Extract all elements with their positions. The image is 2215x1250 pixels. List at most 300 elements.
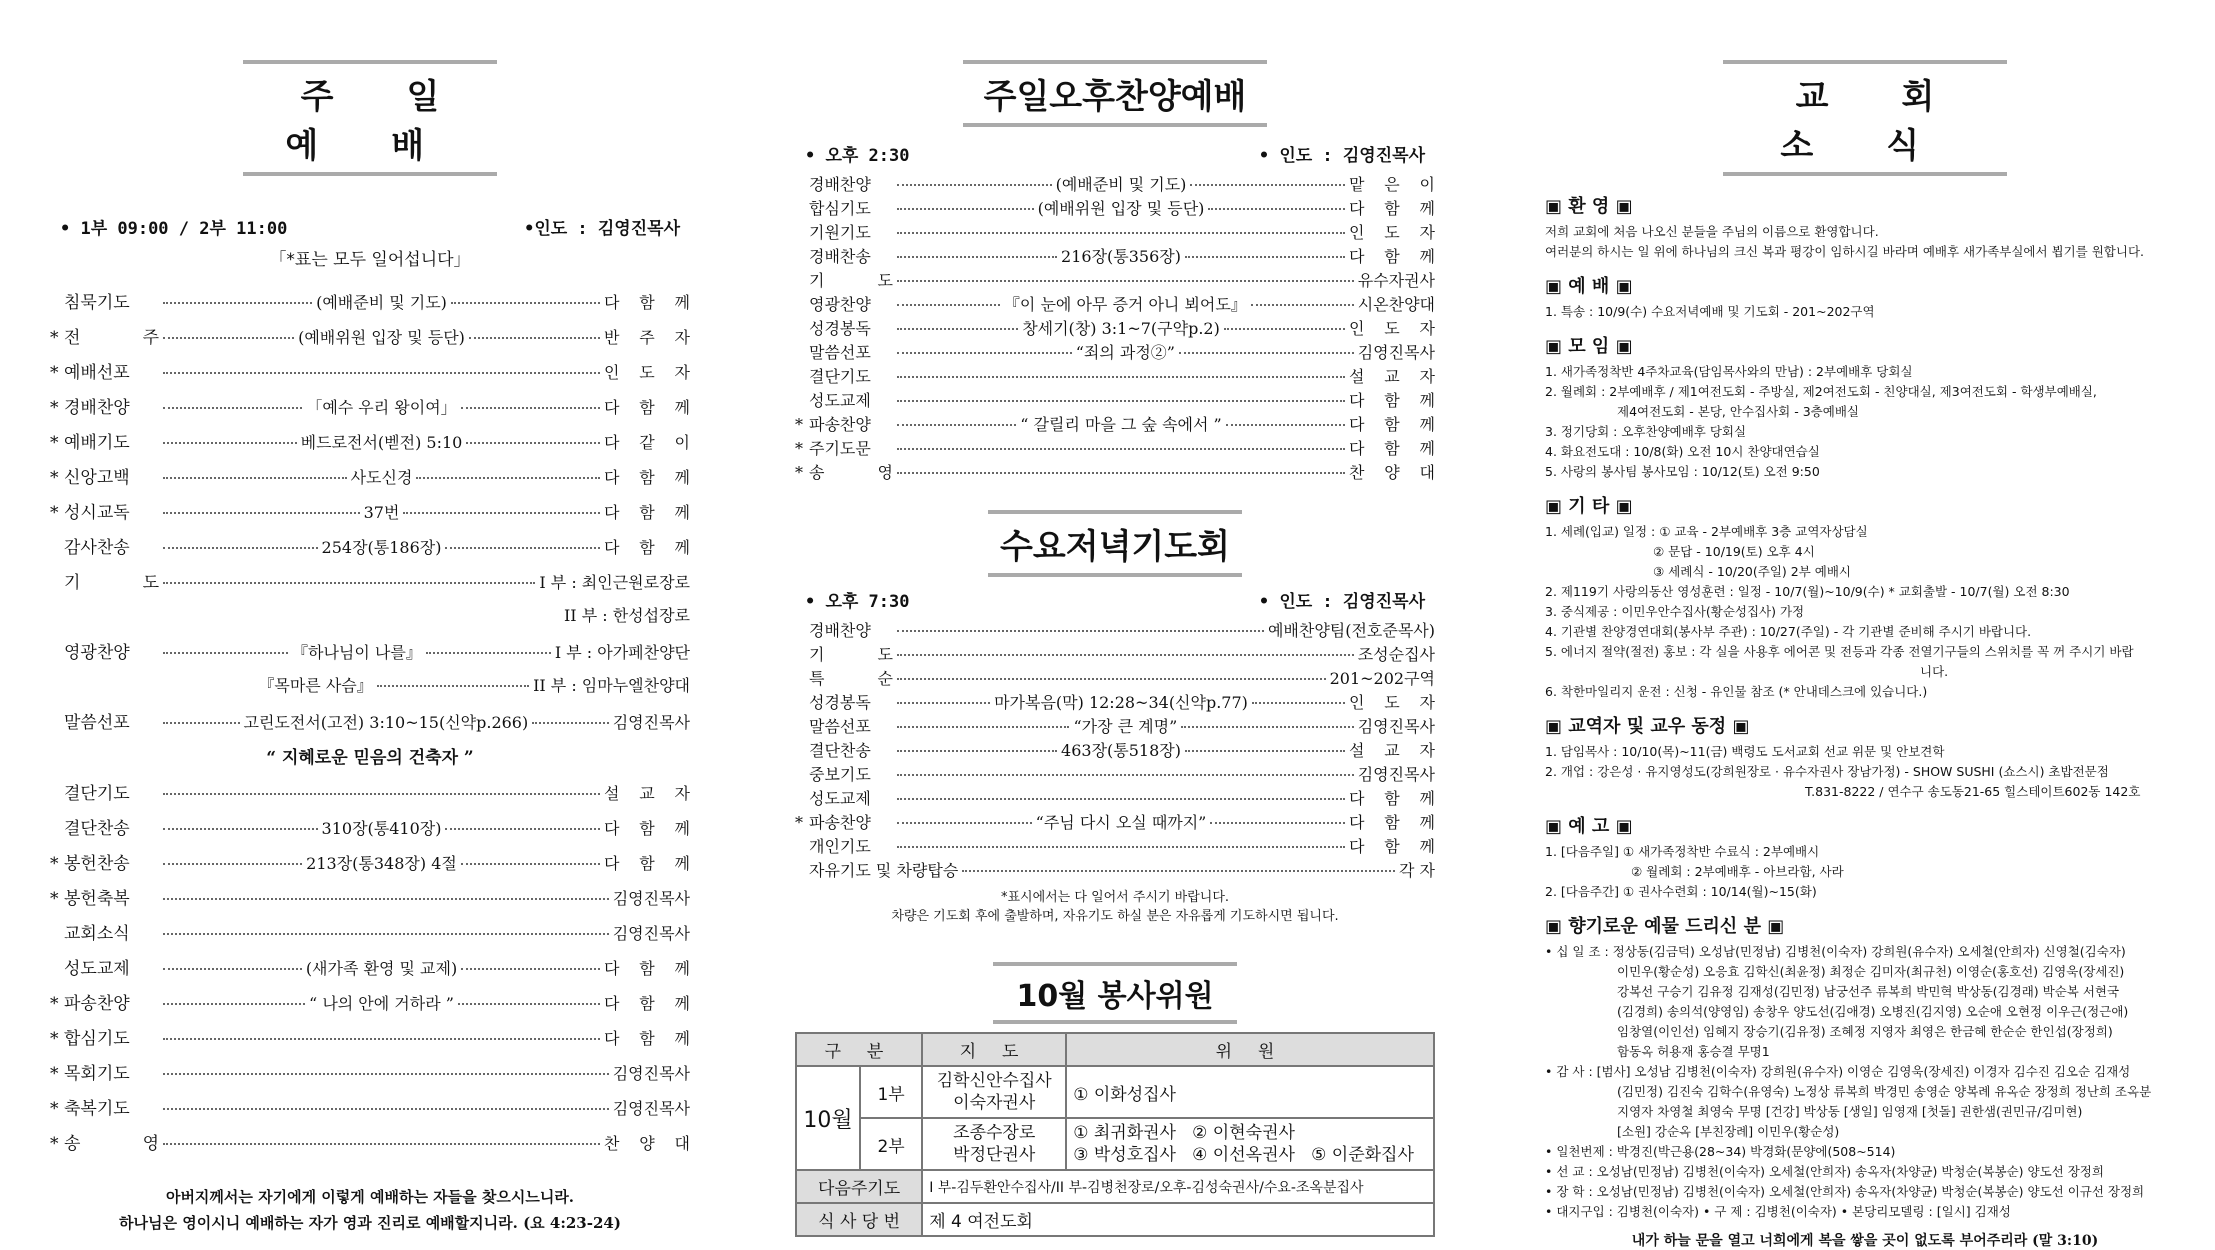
afternoon-column xyxy=(795,60,1435,1237)
sermon-title: “ 지혜로운 믿음의 건축자 ” xyxy=(266,748,474,768)
order-row xyxy=(795,810,1435,834)
order-person: 다 함 께 xyxy=(1349,789,1435,808)
welcome-heading: ▣ 환 영 ▣ xyxy=(1545,196,1633,217)
order-label: 결단찬송 xyxy=(64,819,130,839)
order-detail: 창세기(창) 3:1~7(구약p.2) xyxy=(1022,319,1220,338)
stand-mark: * xyxy=(50,398,59,418)
order-row xyxy=(50,919,690,954)
order-person: 다 함 께 xyxy=(604,819,690,838)
leader-line xyxy=(159,1077,613,1079)
sunday-footer xyxy=(50,1184,690,1236)
dot-leader xyxy=(163,512,360,514)
order-label: 신앙고백 xyxy=(64,468,130,488)
stand-mark: * xyxy=(50,468,59,488)
leader-line xyxy=(893,452,1349,454)
order-row xyxy=(50,779,690,814)
offering-line-5: 임창열(이인선) 임혜지 장승기(김유정) 조혜정 지영자 최영은 한금혜 한순순 한인섭(장정희) xyxy=(1617,1024,2113,1039)
wednesday-note-1: *표시에서는 다 일어서 주시기 바랍니다. xyxy=(1000,890,1230,905)
dot-leader xyxy=(163,1038,600,1040)
order-row xyxy=(50,673,690,708)
leader-line xyxy=(893,690,1349,713)
stand-mark: * xyxy=(50,1099,59,1119)
order-detail: “죄의 과정②” xyxy=(1075,343,1175,362)
order-person: 다 함 께 xyxy=(604,854,690,873)
etc-line-6: 4. 기관별 찬양경연대회(봉사부 주관) : 10/27(주일) - 각 기관별 준비해 주시기 바랍니다. xyxy=(1545,624,2032,639)
order-person: 다 함 께 xyxy=(604,503,690,522)
dot-leader xyxy=(163,1073,609,1075)
dot-leader xyxy=(163,793,600,795)
dot-leader xyxy=(897,328,1018,330)
leader-line xyxy=(893,810,1349,833)
order-person: 다 함 께 xyxy=(1349,837,1435,856)
order-label: 예배기도 xyxy=(64,433,130,453)
dot-leader xyxy=(445,547,600,549)
order-label: 결단찬송 xyxy=(809,741,871,760)
order-person: 김영진목사 xyxy=(1357,717,1435,736)
leader-line xyxy=(893,292,1358,315)
dot-leader xyxy=(163,477,347,479)
order-label: 기 도 xyxy=(809,271,893,290)
order-row xyxy=(795,786,1435,810)
dot-leader xyxy=(897,184,1052,186)
dot-leader xyxy=(163,652,288,654)
stand-mark: * xyxy=(50,1064,59,1084)
order-person: 설 교 자 xyxy=(1349,367,1435,386)
order-label: 개인기도 xyxy=(809,837,871,856)
dot-leader xyxy=(1190,184,1345,186)
next-prayer-value: I 부-김두환안수집사/II 부-김병천장로/오후-김성숙권사/수요-조옥분집사 xyxy=(922,1170,1434,1203)
order-detail: 『이 눈에 아무 증거 아니 뵈어도』 xyxy=(1003,295,1247,314)
order-row xyxy=(795,738,1435,762)
leader-line xyxy=(159,465,604,488)
notice-line-3: 2. [다음주간] ① 권사수련회 : 10/14(월)~15(화) xyxy=(1545,884,1817,899)
dot-leader xyxy=(163,302,312,304)
welcome-line-2: 여러분의 하시는 일 위에 하나님의 크신 복과 평강이 임하시길 바라며 예배후 새가족부실에서 뵙기를 원합니다. xyxy=(1545,244,2145,259)
dot-leader xyxy=(897,750,1057,752)
meeting-line-2: 2. 월례회 : 2부예배후 / 제1여전도회 - 주방실, 제2여전도회 - 친양대실, 제3여전도회 - 학생부예배실, xyxy=(1545,384,2097,399)
dot-leader xyxy=(163,547,318,549)
order-person: 반 주 자 xyxy=(604,328,690,347)
staff-news-heading: ▣ 교역자 및 교우 동정 ▣ xyxy=(1545,716,1750,737)
order-row xyxy=(50,498,690,533)
afternoon-time: • 오후 2:30 xyxy=(805,146,910,166)
order-label: 경배찬양 xyxy=(809,175,871,194)
order-detail: 『목마른 사슴』 xyxy=(258,676,373,695)
dot-leader xyxy=(897,846,1345,848)
sunday-meta xyxy=(60,214,680,239)
dot-leader xyxy=(1252,702,1345,704)
sunday-order-list xyxy=(50,288,690,743)
leader-line xyxy=(893,682,1330,684)
afternoon-meta xyxy=(805,141,1425,166)
order-person: 201~202구역 xyxy=(1329,669,1435,688)
wednesday-order-list xyxy=(795,618,1435,882)
order-person: 다 함 께 xyxy=(604,468,690,487)
sunday-time: • 1부 09:00 / 2부 11:00 xyxy=(60,219,288,239)
order-person: 김영진목사 xyxy=(1357,765,1435,784)
order-row xyxy=(50,884,690,919)
sunday-worship-column xyxy=(50,60,690,1236)
leader-line xyxy=(159,430,604,453)
dot-leader xyxy=(403,512,600,514)
etc-line-1: 1. 세례(입교) 일정 : ① 교육 - 2부예배후 3층 교역자상담실 xyxy=(1545,524,1868,539)
leader-line xyxy=(159,1147,604,1149)
notice-heading: ▣ 예 고 ▣ xyxy=(1545,816,1633,837)
order-person: 김영진목사 xyxy=(1357,343,1435,362)
dot-leader xyxy=(163,582,535,584)
stand-mark: * xyxy=(50,433,59,453)
order-person: 인 도 자 xyxy=(1349,223,1435,242)
dot-leader xyxy=(1185,750,1345,752)
leader-line xyxy=(893,244,1349,267)
stand-mark: * xyxy=(795,439,803,458)
worship-heading: ▣ 예 배 ▣ xyxy=(1545,276,1633,297)
order-person: 다 함 께 xyxy=(604,538,690,557)
leader-line xyxy=(159,797,604,799)
col-leader: 지 도 xyxy=(922,1033,1066,1066)
dot-leader xyxy=(897,400,1345,402)
part-1-leader: 김학신안수집사 이숙자권사 xyxy=(922,1066,1066,1118)
offering-line-4: (김경희) 송의석(양영임) 송창우 양도선(김애경) 오병진(김지영) 오순애 오현정 이우근(정근애) xyxy=(1617,1004,2129,1019)
order-row xyxy=(795,268,1435,292)
order-person: 인 도 자 xyxy=(1349,693,1435,712)
order-detail: “ 나의 안에 거하라 ” xyxy=(309,994,454,1013)
order-row xyxy=(50,358,690,393)
afternoon-leader: • 인도 : 김영진목사 xyxy=(1258,146,1425,166)
order-person: 맡 은 이 xyxy=(1349,175,1435,194)
leader-line xyxy=(159,710,613,733)
order-row xyxy=(50,288,690,323)
stand-mark: * xyxy=(50,328,59,348)
order-label: 축복기도 xyxy=(64,1099,130,1119)
volunteers-title: 10월 봉사위원 xyxy=(993,962,1237,1024)
offering-line-9: 지영자 차영철 최영숙 무명 [건강] 박상동 [생일] 임영재 [첫돌] 권한샘(권민규/김미현) xyxy=(1617,1104,2083,1119)
order-row xyxy=(795,340,1435,364)
order-person: 각 자 xyxy=(1399,861,1435,880)
footer-line-1: 아버지께서는 자기에게 이렇게 예배하는 자들을 찾으시느니라. xyxy=(165,1188,575,1206)
order-person: 인 도 자 xyxy=(1349,319,1435,338)
order-detail: 254장(통186장) xyxy=(321,538,442,557)
order-detail: 213장(통348장) 4절 xyxy=(306,854,457,873)
etc-line-5: 3. 중식제공 : 이민우안수집사(황순성집사) 가정 xyxy=(1545,604,1805,619)
order-detail: 마가복음(막) 12:28~34(신약p.77) xyxy=(994,693,1248,712)
order-detail: “주님 다시 오실 때까지” xyxy=(1035,813,1207,832)
order-person: 찬 양 대 xyxy=(604,1134,690,1153)
staff-line-1: 1. 담임목사 : 10/10(목)~11(금) 백령도 도서교회 선교 위문 및 안보견학 xyxy=(1545,744,1945,759)
order-label: 합심기도 xyxy=(809,199,871,218)
wednesday-title: 수요저녁기도회 xyxy=(988,510,1242,577)
order-row xyxy=(50,533,690,568)
order-detail: 216장(통356장) xyxy=(1061,247,1181,266)
order-detail: 『하나님이 나를』 xyxy=(292,643,422,662)
order-row xyxy=(795,316,1435,340)
staff-line-3: T.831-8222 / 연수구 송도동21-65 힐스테이트602동 142호 xyxy=(1805,784,2141,799)
order-label: 파송찬양 xyxy=(809,813,871,832)
order-row xyxy=(50,708,690,743)
leader-line xyxy=(159,851,604,874)
dot-leader xyxy=(1224,328,1345,330)
dot-leader xyxy=(466,442,600,444)
sunday-title: 주 일 예 배 xyxy=(243,60,497,176)
dot-leader xyxy=(458,1003,600,1005)
stand-mark: * xyxy=(795,813,803,832)
order-label: 영광찬양 xyxy=(64,643,130,663)
dot-leader xyxy=(897,774,1354,776)
dot-leader xyxy=(897,726,1069,728)
offering-line-12: • 선 교 : 오성남(민정남) 김병천(이숙자) 오세철(안희자) 송옥자(차양균) 박청순(복봉순) 양도선 장정희 xyxy=(1545,1164,2104,1179)
order-label: 말씀선포 xyxy=(64,713,130,733)
order-detail: (새가족 환영 및 교제) xyxy=(305,959,458,978)
dot-leader xyxy=(163,968,302,970)
order-label: 성도교제 xyxy=(809,789,871,808)
order-person: 조성순집사 xyxy=(1357,645,1435,664)
order-row xyxy=(795,244,1435,268)
order-label: 성도교제 xyxy=(809,391,871,410)
order-label: 성경봉독 xyxy=(809,693,871,712)
stand-mark: * xyxy=(50,363,59,383)
news-title: 교 회 소 식 xyxy=(1723,60,2007,176)
order-row xyxy=(50,989,690,1024)
dot-leader xyxy=(469,337,600,339)
dot-leader xyxy=(897,208,1034,210)
leader-line xyxy=(159,640,555,663)
dot-leader xyxy=(163,1003,305,1005)
stand-mark: * xyxy=(795,463,803,482)
leader-line xyxy=(159,500,604,523)
dot-leader xyxy=(163,722,240,724)
order-row xyxy=(50,568,690,603)
order-person: 설 교 자 xyxy=(604,784,690,803)
church-news-column xyxy=(1545,60,2185,1250)
order-person: II 부 : 임마누엘찬양대 xyxy=(533,676,690,695)
sunday-leader: •인도 : 김영진목사 xyxy=(524,219,680,239)
leader-line xyxy=(159,586,539,588)
stand-mark: * xyxy=(50,503,59,523)
order-label: 송 영 xyxy=(64,1134,159,1154)
sunday-order-list-2 xyxy=(50,779,690,1164)
leader-line xyxy=(159,325,604,348)
etc-line-9: 6. 착한마일리지 운전 : 신청 - 유인물 참조 (* 안내데스크에 있습니다.) xyxy=(1545,684,1928,699)
order-person: 다 함 께 xyxy=(1349,247,1435,266)
order-label: 말씀선포 xyxy=(809,717,871,736)
order-label: 침묵기도 xyxy=(64,293,130,313)
order-row xyxy=(795,292,1435,316)
dot-leader xyxy=(897,448,1345,450)
dot-leader xyxy=(897,472,1345,474)
meeting-line-6: 5. 사랑의 봉사팀 봉사모임 : 10/12(토) 오전 9:50 xyxy=(1545,464,1820,479)
order-detail: 463장(통518장) xyxy=(1061,741,1181,760)
dot-leader xyxy=(897,352,1072,354)
offering-line-10: [소원] 강순옥 [부친장례] 이민우(황순성) xyxy=(1617,1124,1840,1139)
dot-leader xyxy=(897,678,1326,680)
dot-leader xyxy=(445,828,600,830)
order-person: 다 같 이 xyxy=(604,433,690,452)
etc-heading: ▣ 기 타 ▣ xyxy=(1545,496,1633,517)
leader-line xyxy=(159,902,613,904)
leader-line xyxy=(159,395,604,418)
order-label: 기 도 xyxy=(809,645,893,664)
welcome-line-1: 저희 교회에 처음 나오신 분들을 주님의 이름으로 환영합니다. xyxy=(1545,224,1879,239)
order-row xyxy=(50,603,690,638)
order-label: 자유기도 및 차량탑승 xyxy=(809,861,959,880)
part-1-members: ① 이화성집사 xyxy=(1066,1066,1434,1118)
order-detail: “ 갈릴리 마을 그 숲 속에서 ” xyxy=(1020,415,1222,434)
order-person: 유수자권사 xyxy=(1357,271,1435,290)
dot-leader xyxy=(163,1143,600,1145)
order-label: 교회소식 xyxy=(64,924,130,944)
leader-line xyxy=(159,991,604,1014)
part-2-leader: 조종수장로 박정단권사 xyxy=(922,1118,1066,1170)
staff-line-2: 2. 개업 : 강은성 · 유지영성도(강희원장로 · 유수자권사 장남가정) - SHOW SUSHI (쇼스시) 초밥전문점 xyxy=(1545,764,2109,779)
order-detail: 사도신경 xyxy=(350,468,413,487)
dot-leader xyxy=(962,870,1395,872)
wednesday-leader: • 인도 : 김영진목사 xyxy=(1258,592,1425,612)
part-2: 2부 xyxy=(860,1118,922,1170)
stand-mark: * xyxy=(50,1134,59,1154)
col-members: 위 원 xyxy=(1066,1033,1434,1066)
order-row xyxy=(795,388,1435,412)
order-label: 송 영 xyxy=(809,463,893,482)
order-label: 감사찬송 xyxy=(64,538,130,558)
meeting-line-3: 제4여전도회 - 본당, 안수집사회 - 3층예배실 xyxy=(1617,404,1859,419)
order-person: 다 함 께 xyxy=(604,293,690,312)
leader-line xyxy=(893,404,1349,406)
meeting-line-1: 1. 새가족정착반 4주차교육(담임목사와의 만남) : 2부예배후 당회실 xyxy=(1545,364,1913,379)
order-label: 특 순 xyxy=(809,669,893,688)
meeting-line-4: 3. 정기당회 : 오후찬양예배후 당회실 xyxy=(1545,424,1747,439)
order-detail: (예배위원 입장 및 등단) xyxy=(298,328,465,347)
order-label: 합심기도 xyxy=(64,1029,130,1049)
order-label: 기원기도 xyxy=(809,223,871,242)
meeting-heading: ▣ 모 임 ▣ xyxy=(1545,336,1633,357)
offering-line-1: • 십 일 조 : 정상동(김금덕) 오성남(민정남) 김병천(이숙자) 강희원(유수자) 오세철(안희자) 신영철(김숙자) xyxy=(1545,944,2126,959)
dot-leader xyxy=(897,256,1057,258)
dot-leader xyxy=(416,477,600,479)
order-person: II 부 : 한성섭장로 xyxy=(563,606,690,625)
dot-leader xyxy=(897,376,1345,378)
order-row xyxy=(50,393,690,428)
order-row xyxy=(795,762,1435,786)
dot-leader xyxy=(897,280,1354,282)
order-row xyxy=(795,196,1435,220)
leader-line xyxy=(958,874,1399,876)
wednesday-time: • 오후 7:30 xyxy=(805,592,910,612)
order-person: 다 함 께 xyxy=(1349,415,1435,434)
order-label: 결단기도 xyxy=(809,367,871,386)
order-label: 중보기도 xyxy=(809,765,871,784)
order-person: 김영진목사 xyxy=(612,713,690,732)
order-detail: 310장(통410장) xyxy=(321,819,442,838)
dot-leader xyxy=(1179,352,1354,354)
order-row xyxy=(795,858,1435,882)
leader-line xyxy=(893,284,1358,286)
order-person: 다 함 께 xyxy=(604,1029,690,1048)
etc-line-8: 니다. xyxy=(1920,664,1949,679)
order-row xyxy=(50,1059,690,1094)
etc-line-4: 2. 제119기 사랑의동산 영성훈련 : 일정 - 10/7(월)~10/9(수) * 교회출발 - 10/7(월) 오전 8:30 xyxy=(1545,584,2070,599)
leader-line xyxy=(893,738,1349,761)
leader-line xyxy=(893,714,1358,737)
sunday-note: 「*표는 모두 일어섭니다」 xyxy=(269,250,471,270)
order-detail: 「예수 우리 왕이여」 xyxy=(306,398,457,417)
offering-line-3: 강복선 구승기 김유정 김재성(김민정) 남궁선주 류복희 박민혁 박상동(김경래) 박순복 서현국 xyxy=(1617,984,2120,999)
dot-leader xyxy=(426,652,551,654)
dot-leader xyxy=(897,798,1345,800)
order-label: 영광찬양 xyxy=(809,295,871,314)
dot-leader xyxy=(1181,726,1353,728)
volunteers-month: 10월 xyxy=(796,1066,860,1170)
notice-line-1: 1. [다음주일] ① 새가족정착반 수료식 : 2부예배시 xyxy=(1545,844,1820,859)
order-row xyxy=(50,323,690,358)
order-label: 전 주 xyxy=(64,328,159,348)
wednesday-note-2: 차량은 기도회 후에 출발하며, 자유기도 하실 분은 자유롭게 기도하시면 됩니다. xyxy=(891,909,1339,924)
dot-leader xyxy=(897,654,1354,656)
leader-line xyxy=(159,535,604,558)
wednesday-meta xyxy=(805,587,1425,612)
order-label: 경배찬양 xyxy=(809,621,871,640)
order-detail: “가장 큰 계명” xyxy=(1073,717,1178,736)
leader-line xyxy=(893,634,1268,636)
order-detail: 37번 xyxy=(363,503,400,522)
order-label: 주기도문 xyxy=(809,439,871,458)
order-label: 말씀선포 xyxy=(809,343,871,362)
dot-leader xyxy=(897,304,1000,306)
leader-line xyxy=(893,802,1349,804)
order-row xyxy=(795,412,1435,436)
order-person: I 부 : 아가페찬양단 xyxy=(554,643,690,662)
order-label: 성시교독 xyxy=(64,503,130,523)
stand-mark: * xyxy=(50,889,59,909)
order-row xyxy=(50,428,690,463)
order-row xyxy=(795,172,1435,196)
offering-line-2: 이민우(황순성) 오응효 김학신(최윤정) 최정순 김미자(최규천) 이영순(홍호선) 김영욱(장세진) xyxy=(1617,964,2125,979)
leader-line xyxy=(893,380,1349,382)
order-person: 인 도 자 xyxy=(604,363,690,382)
order-person: 다 함 께 xyxy=(604,959,690,978)
order-row xyxy=(795,690,1435,714)
order-row xyxy=(50,463,690,498)
leader-line xyxy=(893,236,1349,238)
leader-line xyxy=(159,619,564,621)
leader-line xyxy=(159,1112,613,1114)
dot-leader xyxy=(897,232,1345,234)
order-row xyxy=(795,364,1435,388)
order-label: 경배찬송 xyxy=(809,247,871,266)
order-person: 다 함 께 xyxy=(1349,813,1435,832)
etc-line-7: 5. 에너지 절약(절전) 홍보 : 각 실을 사용후 에어콘 및 전등과 각종 전열기구들의 스위치를 꼭 꺼 주시기 바랍 xyxy=(1545,644,2134,659)
leader-line xyxy=(893,476,1349,478)
dot-leader xyxy=(532,722,609,724)
dot-leader xyxy=(163,407,302,409)
dot-leader xyxy=(897,822,1032,824)
order-row xyxy=(795,460,1435,484)
order-person: 김영진목사 xyxy=(612,889,690,908)
order-person: 다 함 께 xyxy=(1349,439,1435,458)
order-row xyxy=(795,618,1435,642)
leader-line xyxy=(893,778,1358,780)
leader-line xyxy=(159,956,604,979)
order-label: 파송찬양 xyxy=(809,415,871,434)
part-1: 1부 xyxy=(860,1066,922,1118)
order-person: 다 함 께 xyxy=(604,994,690,1013)
dot-leader xyxy=(897,630,1264,632)
dot-leader xyxy=(1251,304,1354,306)
news-footer: 내가 하늘 문을 열고 너희에게 복을 쌓을 곳이 없도록 부어주리라 (말 3:10) xyxy=(1631,1233,2099,1249)
meeting-line-5: 4. 화요전도대 : 10/8(화) 오전 10시 찬양대연습실 xyxy=(1545,444,1820,459)
order-row xyxy=(50,954,690,989)
order-label: 예배선포 xyxy=(64,363,130,383)
order-row xyxy=(795,220,1435,244)
